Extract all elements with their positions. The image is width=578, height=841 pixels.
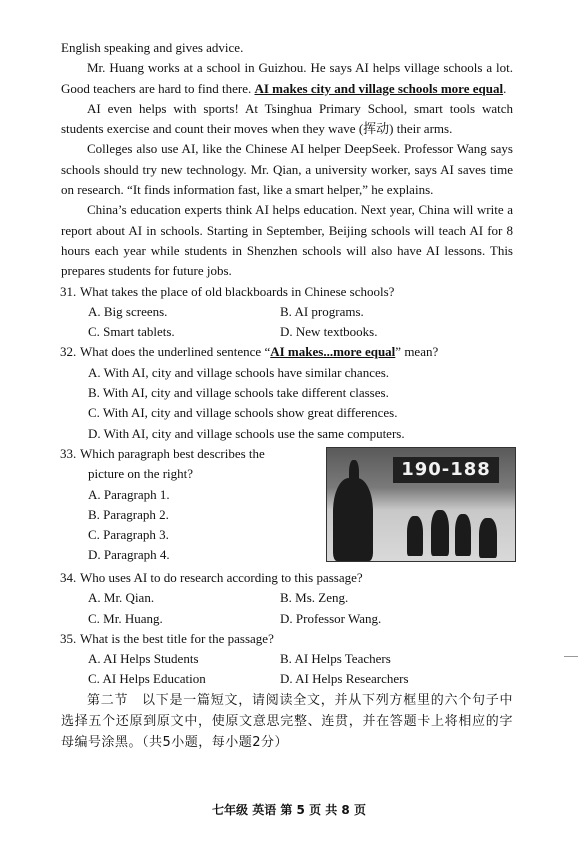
photo-figure <box>431 510 449 556</box>
option-c[interactable]: C. Paragraph 3. <box>88 527 169 543</box>
margin-mark <box>564 656 578 657</box>
option-b[interactable]: B. Ms. Zeng. <box>280 590 349 606</box>
question-35: 35. What is the best title for the passage? A. AI Helps Students B. AI Helps Teachers C. AI Helps Education D. AI Helps Researchers <box>61 629 513 690</box>
option-b[interactable]: B. With AI, city and village schools take different classes. <box>88 385 389 401</box>
section-2-instructions: 第二节 以下是一篇短文，请阅读全文，并从下列方框里的六个句子中选择五个还原到原文中，使原文意思完整、连贯，并在答题卡上将相应的字母编号涂黑。（共5小题，每小题2分） <box>61 692 513 750</box>
option-a[interactable]: A. With AI, city and village schools have similar chances. <box>88 364 390 380</box>
option-a[interactable]: A. Big screens. <box>88 303 168 319</box>
underlined-quote: AI makes...more equal <box>270 344 396 360</box>
option-a[interactable]: A. Paragraph 1. <box>88 486 170 502</box>
photo-figure <box>479 518 497 558</box>
paragraph-colleges: Colleges also use AI, like the Chinese AI helper DeepSeek. Professor Wang says schools should try new technology. Mr. Qian, a university worker, says AI saves time on research. “It finds information fast, like a smart helper,” he explains. <box>61 141 513 198</box>
option-b[interactable]: B. AI programs. <box>280 303 364 319</box>
photo-figure <box>407 516 423 556</box>
option-b[interactable]: B. AI Helps Teachers <box>280 651 391 667</box>
underlined-sentence: AI makes city and village schools more equal <box>254 80 504 96</box>
question-31: 31. What takes the place of old blackboards in Chinese schools? A. Big screens. B. AI programs. C. Smart tablets. D. New textbooks. <box>61 282 513 343</box>
option-d[interactable]: D. With AI, city and village schools use the same computers. <box>88 425 405 441</box>
question-stem: What takes the place of old blackboards in Chinese schools? <box>80 283 395 299</box>
option-d[interactable]: D. AI Helps Researchers <box>280 671 409 687</box>
sports-photo <box>326 447 516 562</box>
photo-figure <box>455 514 471 556</box>
option-d[interactable]: D. Professor Wang. <box>280 610 382 626</box>
option-c[interactable]: C. AI Helps Education <box>88 671 206 687</box>
option-d[interactable]: D. Paragraph 4. <box>88 547 170 563</box>
option-c[interactable]: C. Smart tablets. <box>88 324 175 340</box>
exam-page <box>61 38 513 753</box>
option-b[interactable]: B. Paragraph 2. <box>88 506 169 522</box>
paragraph-huang: Mr. Huang works at a school in Guizhou. He says AI helps village schools a lot. Good teachers are hard to find there. AI makes city and village schools more equal. <box>61 60 513 96</box>
page-footer: 七年级 英语 第 5 页 共 8 页 <box>212 803 366 817</box>
question-32: 32. What does the underlined sentence “AI makes...more equal” mean? A. With AI, city and village schools have similar chances. B. With AI, city and village schools take different classes. C. With AI, city and village schools show great differences. D. With AI, city and village schools use the same computers. <box>61 342 513 443</box>
option-a[interactable]: A. Mr. Qian. <box>88 590 155 606</box>
option-d[interactable]: D. New textbooks. <box>280 324 378 340</box>
score-board: 190-188 <box>393 457 499 483</box>
option-c[interactable]: C. With AI, city and village schools show great differences. <box>88 405 398 421</box>
option-a[interactable]: A. AI Helps Students <box>88 651 199 667</box>
paragraph-0: English speaking and gives advice. <box>61 40 244 55</box>
question-34: 34. Who uses AI to do research according to this passage? A. Mr. Qian. B. Ms. Zeng. C. Mr. Huang. D. Professor Wang. <box>61 568 513 629</box>
option-c[interactable]: C. Mr. Huang. <box>88 610 163 626</box>
paragraph-sports: AI even helps with sports! At Tsinghua Primary School, smart tools watch students exercise and count their moves when they wave (挥动) their arms. <box>61 100 513 137</box>
paragraph-experts: China’s education experts think AI helps education. Next year, China will write a report about AI in schools. Starting in September, Beijing schools will teach AI for 8 hours each year while students in Shenzhen schools will also have AI lessons. This prepares students for future jobs. <box>61 202 513 279</box>
photo-figure <box>333 478 373 561</box>
photo-figure <box>349 460 359 490</box>
question-33: 33. Which paragraph best describes the picture on the right? A. Paragraph 1. B. Paragraph 2. C. Paragraph 3. D. Paragraph 4. 190-188 <box>61 444 513 568</box>
